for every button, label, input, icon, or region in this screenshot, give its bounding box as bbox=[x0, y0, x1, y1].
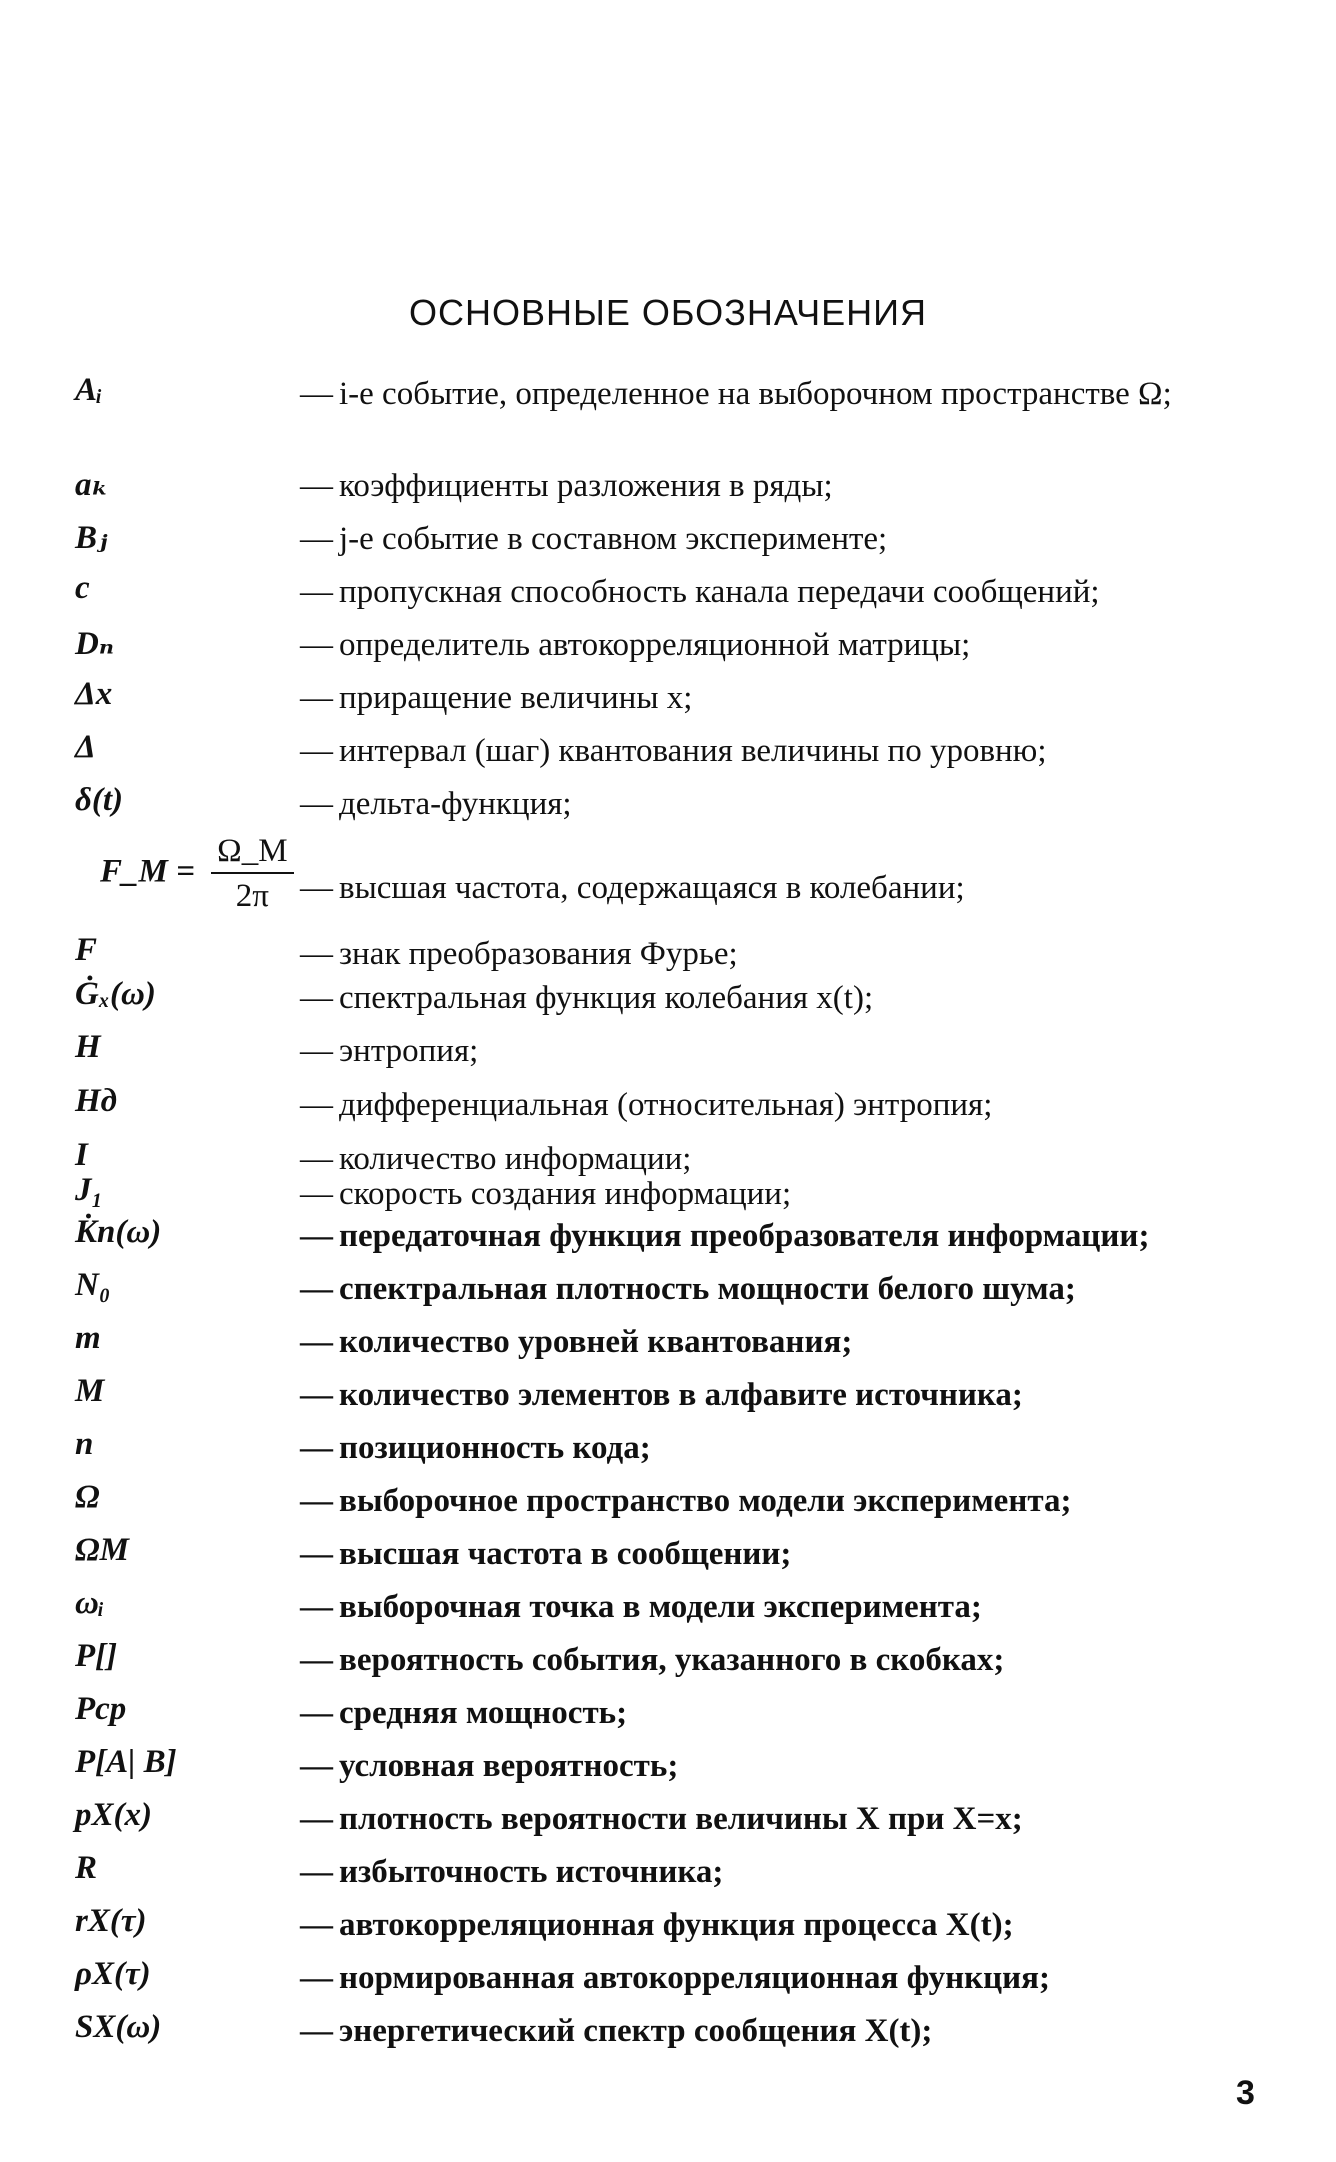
dash: — bbox=[300, 786, 333, 822]
definition-text: высшая частота, содержащаяся в колебании; bbox=[339, 870, 965, 906]
definition-text: средняя мощность; bbox=[339, 1695, 628, 1731]
definition-text: коэффициенты разложения в ряды; bbox=[339, 468, 833, 504]
definition-text: выборочное пространство модели эксперимента; bbox=[339, 1483, 1072, 1519]
definition-text: j-е событие в составном эксперименте; bbox=[339, 521, 888, 557]
definition-text: скорость создания информации; bbox=[339, 1176, 792, 1212]
dash: — bbox=[300, 1324, 333, 1360]
notation-symbol: Dₙ bbox=[75, 626, 114, 662]
definition-text: позиционность кода; bbox=[339, 1430, 651, 1466]
definition-text: условная вероятность; bbox=[339, 1748, 679, 1784]
definition-text: спектральная функция колебания x(t); bbox=[339, 980, 874, 1016]
notation-definition bbox=[300, 1744, 1260, 1788]
notation-symbol: J₁ bbox=[75, 1172, 104, 1208]
definition-text: автокорреляционная функция процесса X(t); bbox=[339, 1907, 1014, 1943]
notation-symbol: P[A| B] bbox=[75, 1744, 177, 1780]
dash: — bbox=[300, 1642, 333, 1678]
notation-symbol: δ(t) bbox=[75, 782, 124, 818]
notation-symbol: c bbox=[75, 570, 90, 606]
definition-text: количество информации; bbox=[339, 1141, 692, 1177]
definition-text: пропускная способность канала передачи сообщений; bbox=[339, 574, 1100, 610]
notation-symbol: Aᵢ bbox=[75, 372, 103, 408]
notation-symbol: N₀ bbox=[75, 1267, 111, 1303]
definition-text: спектральная плотность мощности белого шума; bbox=[339, 1271, 1076, 1307]
notation-definition bbox=[300, 1214, 1260, 1258]
notation-definition bbox=[300, 1903, 1260, 1947]
notation-definition bbox=[300, 866, 1260, 910]
dash: — bbox=[300, 521, 333, 557]
dash: — bbox=[300, 1033, 333, 1069]
notation-definition bbox=[300, 1797, 1260, 1841]
definition-text: дифференциальная (относительная) энтропия; bbox=[339, 1087, 993, 1123]
notation-definition bbox=[300, 1320, 1260, 1364]
notation-symbol: ωᵢ bbox=[75, 1585, 105, 1621]
notation-symbol: Hд bbox=[75, 1083, 118, 1119]
definition-text: передаточная функция преобразователя информации; bbox=[339, 1218, 1150, 1254]
dash: — bbox=[300, 1907, 333, 1943]
notation-definition bbox=[300, 1373, 1260, 1417]
notation-symbol: n bbox=[75, 1426, 94, 1462]
dash: — bbox=[300, 1748, 333, 1784]
notation-symbol: F bbox=[75, 932, 98, 968]
dash: — bbox=[300, 1141, 333, 1177]
definition-text: энергетический спектр сообщения X(t); bbox=[339, 2013, 933, 2049]
definition-text: приращение величины x; bbox=[339, 680, 693, 716]
definition-text: i-е событие, определенное на выборочном пространстве Ω; bbox=[339, 376, 1172, 412]
fraction bbox=[211, 830, 293, 918]
definition-text: знак преобразования Фурье; bbox=[339, 936, 738, 972]
notation-definition bbox=[300, 2009, 1260, 2053]
notation-symbol: Δ bbox=[75, 729, 96, 765]
dash: — bbox=[300, 1801, 333, 1837]
notation-definition bbox=[300, 1585, 1260, 1629]
notation-symbol: rX(τ) bbox=[75, 1903, 147, 1939]
definition-text: избыточность источника; bbox=[339, 1854, 724, 1890]
notation-definition bbox=[300, 1956, 1260, 2000]
notation-symbol: M bbox=[75, 1373, 105, 1409]
notation-definition bbox=[300, 1638, 1260, 1682]
notation-symbol bbox=[100, 830, 294, 918]
dash: — bbox=[300, 376, 333, 412]
dash: — bbox=[300, 733, 333, 769]
fraction-lhs: F_M = bbox=[100, 853, 195, 890]
dash: — bbox=[300, 2013, 333, 2049]
dash: — bbox=[300, 1271, 333, 1307]
dash: — bbox=[300, 1218, 333, 1254]
notation-definition bbox=[300, 1426, 1260, 1470]
notation-symbol: H bbox=[75, 1029, 101, 1065]
notation-definition bbox=[300, 570, 1260, 614]
definition-text: определитель автокорреляционной матрицы; bbox=[339, 627, 971, 663]
notation-definition bbox=[300, 464, 1260, 508]
notation-symbol: ΩM bbox=[75, 1532, 129, 1568]
definition-text: высшая частота в сообщении; bbox=[339, 1536, 792, 1572]
dash: — bbox=[300, 627, 333, 663]
dash: — bbox=[300, 1430, 333, 1466]
notation-symbol: Pср bbox=[75, 1691, 127, 1727]
dash: — bbox=[300, 1377, 333, 1413]
definition-text: количество уровней квантования; bbox=[339, 1324, 853, 1360]
notation-symbol: SX(ω) bbox=[75, 2009, 162, 2045]
notation-definition bbox=[300, 1479, 1260, 1523]
dash: — bbox=[300, 468, 333, 504]
notation-definition bbox=[300, 782, 1260, 826]
notation-definition bbox=[300, 517, 1260, 561]
notation-definition bbox=[300, 976, 1260, 1020]
fraction-numerator: Ω_M bbox=[211, 830, 293, 874]
definition-text: плотность вероятности величины X при X=x; bbox=[339, 1801, 1023, 1837]
notation-symbol: R bbox=[75, 1850, 98, 1886]
dash: — bbox=[300, 1854, 333, 1890]
notation-definition bbox=[300, 676, 1260, 720]
page-number: 3 bbox=[1236, 2074, 1255, 2112]
notation-symbol: Δx bbox=[75, 676, 113, 712]
notation-symbol: aₖ bbox=[75, 467, 109, 503]
definition-text: энтропия; bbox=[339, 1033, 479, 1069]
notation-definition bbox=[300, 1267, 1260, 1311]
dash: — bbox=[300, 936, 333, 972]
definition-text: нормированная автокорреляционная функция; bbox=[339, 1960, 1050, 1996]
dash: — bbox=[300, 1483, 333, 1519]
notation-symbol: Ω bbox=[75, 1479, 100, 1515]
notation-definition bbox=[300, 1029, 1260, 1073]
fraction-denominator: 2π bbox=[235, 878, 269, 914]
dash: — bbox=[300, 870, 333, 906]
dash: — bbox=[300, 1176, 333, 1212]
dash: — bbox=[300, 680, 333, 716]
notation-definition bbox=[300, 1172, 1260, 1216]
dash: — bbox=[300, 980, 333, 1016]
notation-symbol: pX(x) bbox=[75, 1797, 152, 1833]
notation-symbol: K̇п(ω) bbox=[75, 1214, 162, 1250]
dash: — bbox=[300, 1960, 333, 1996]
notation-symbol: m bbox=[75, 1320, 101, 1356]
notation-symbol: I bbox=[75, 1137, 88, 1173]
notation-definition bbox=[300, 1850, 1260, 1894]
notation-definition bbox=[300, 1083, 1260, 1127]
dash: — bbox=[300, 1536, 333, 1572]
dash: — bbox=[300, 1087, 333, 1123]
notation-definition bbox=[300, 1691, 1260, 1735]
notation-definition bbox=[300, 932, 1260, 976]
notation-symbol: ρX(τ) bbox=[75, 1956, 151, 1992]
definition-text: интервал (шаг) квантования величины по уровню; bbox=[339, 733, 1047, 769]
notation-definition bbox=[300, 372, 1260, 416]
definition-text: количество элементов в алфавите источника; bbox=[339, 1377, 1023, 1413]
notation-definition bbox=[300, 1532, 1260, 1576]
dash: — bbox=[300, 1589, 333, 1625]
dash: — bbox=[300, 1695, 333, 1731]
notation-symbol: Ġₓ(ω) bbox=[75, 976, 156, 1012]
dash: — bbox=[300, 574, 333, 610]
page-title: ОСНОВНЫЕ ОБОЗНАЧЕНИЯ bbox=[409, 292, 927, 333]
definition-text: выборочная точка в модели эксперимента; bbox=[339, 1589, 982, 1625]
notation-symbol: Bⱼ bbox=[75, 520, 108, 556]
notation-symbol: P[] bbox=[75, 1638, 118, 1674]
notation-definition bbox=[300, 623, 1260, 667]
definition-text: дельта-функция; bbox=[339, 786, 572, 822]
definition-text: вероятность события, указанного в скобках; bbox=[339, 1642, 1005, 1678]
notation-definition bbox=[300, 729, 1260, 773]
